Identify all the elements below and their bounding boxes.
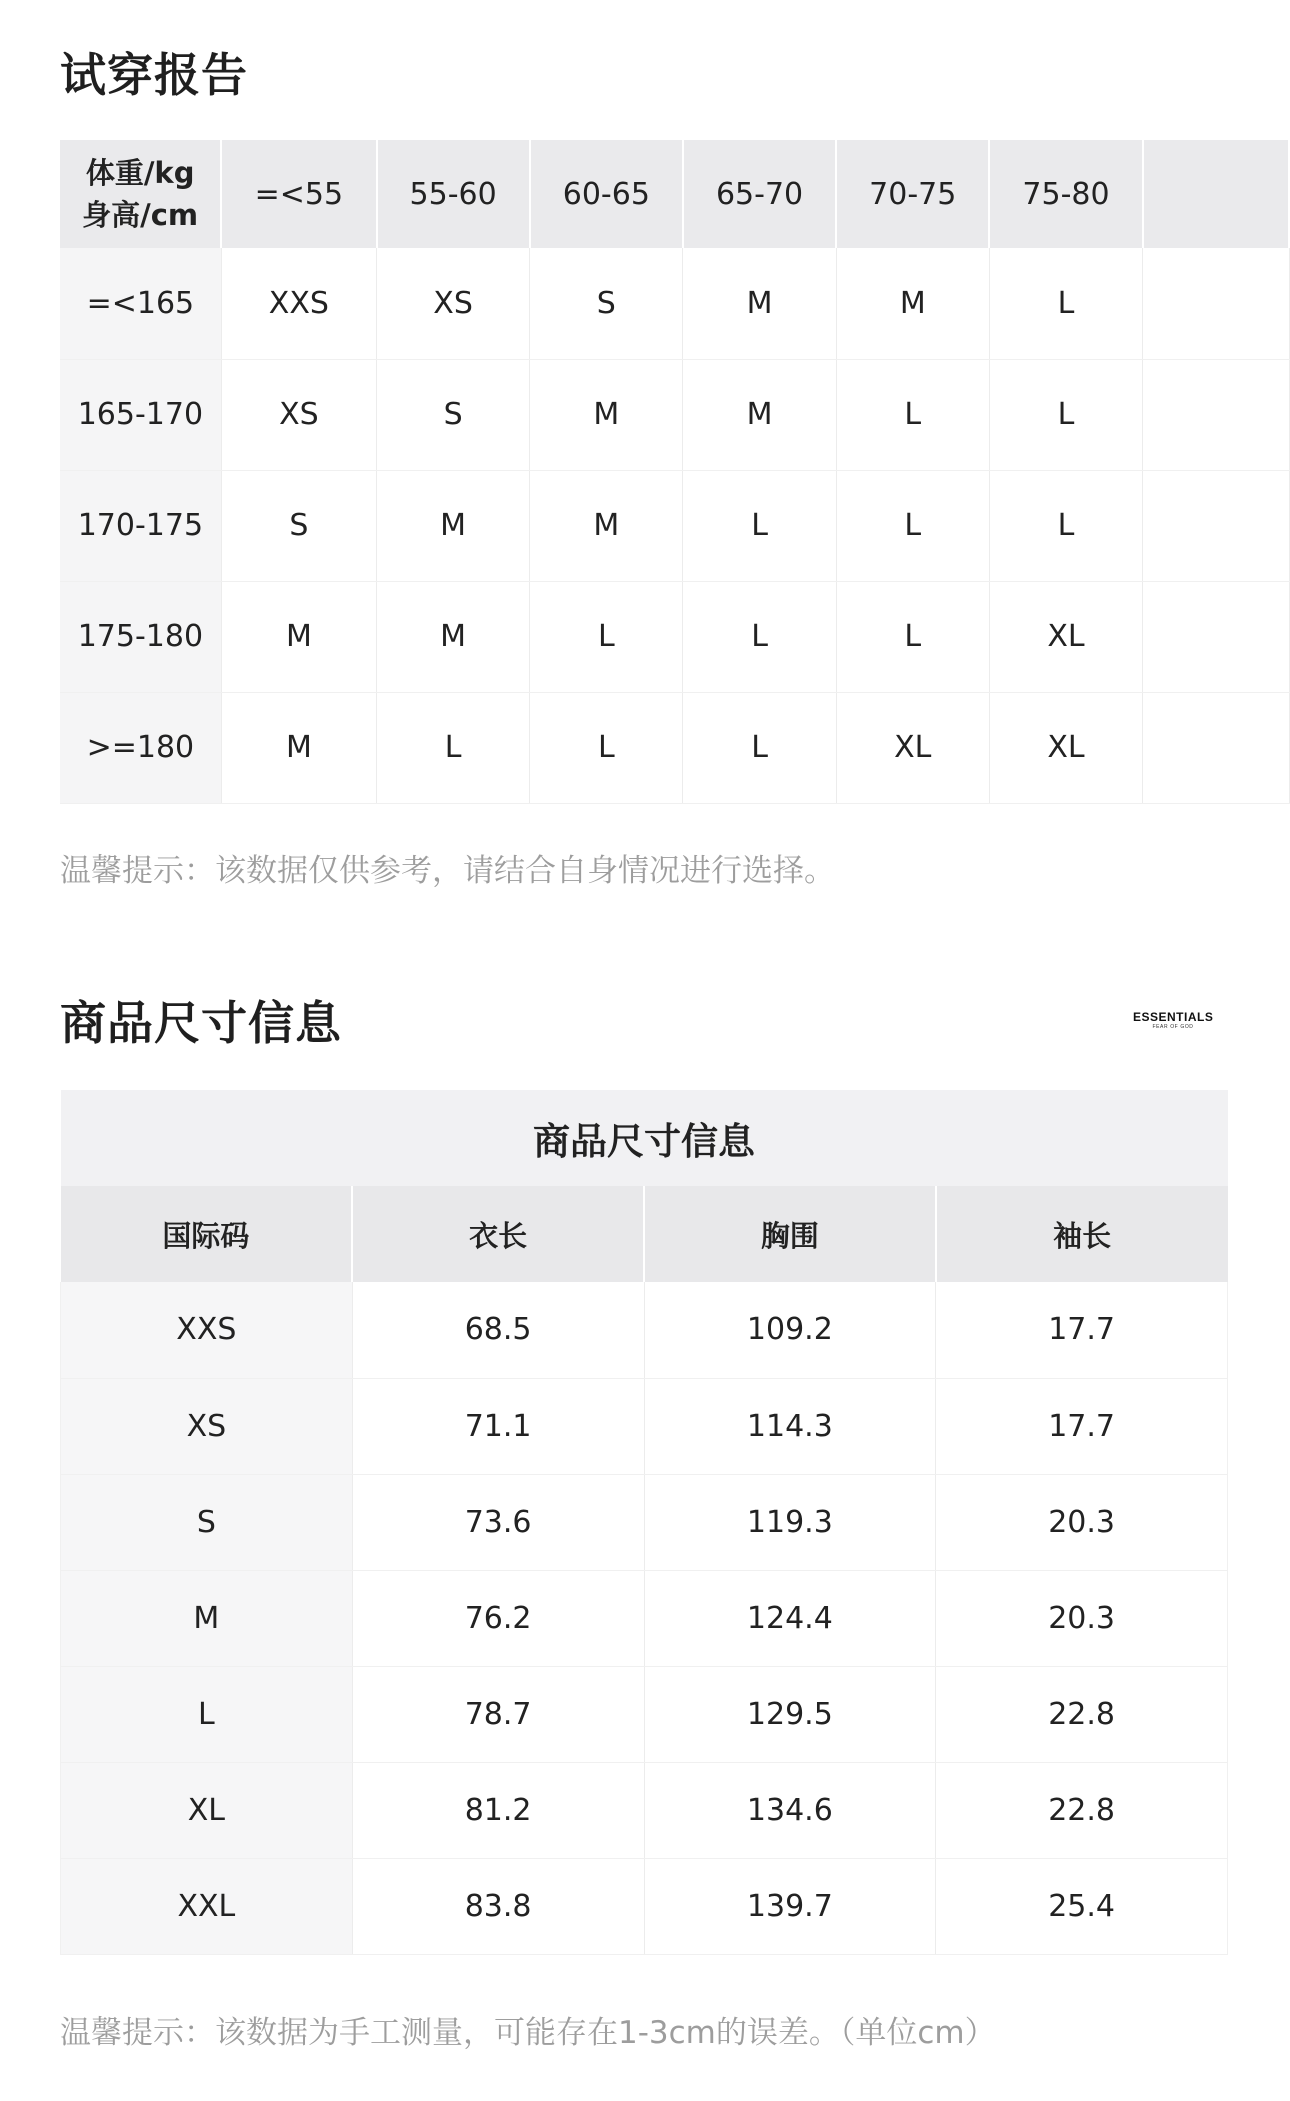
weight-range-header: 75-80 — [989, 140, 1142, 248]
sleeve-cell: 22.8 — [936, 1666, 1228, 1762]
size-cell-overflow — [1143, 359, 1289, 470]
chest-cell: 119.3 — [644, 1474, 936, 1570]
size-cell: L — [530, 692, 683, 803]
table-row — [61, 1378, 1228, 1474]
table-row — [61, 1858, 1228, 1954]
weight-range-header: 60-65 — [530, 140, 683, 248]
product-size-caption-row — [61, 1090, 1228, 1186]
fit-report-row — [60, 359, 1289, 470]
sleeve-cell: 20.3 — [936, 1570, 1228, 1666]
height-range-cell: >=180 — [60, 692, 221, 803]
size-cell: XS — [221, 359, 376, 470]
length-cell: 71.1 — [352, 1378, 644, 1474]
sleeve-cell: 17.7 — [936, 1378, 1228, 1474]
size-cell: XXS — [221, 248, 376, 359]
column-header-size-code: 国际码 — [61, 1186, 353, 1282]
length-cell: 83.8 — [352, 1858, 644, 1954]
size-cell: M — [530, 470, 683, 581]
chest-cell: 109.2 — [644, 1282, 936, 1378]
table-row — [61, 1474, 1228, 1570]
column-header-chest: 胸围 — [644, 1186, 936, 1282]
size-cell-overflow — [1143, 248, 1289, 359]
size-cell: L — [377, 692, 530, 803]
chest-cell: 124.4 — [644, 1570, 936, 1666]
size-cell-overflow — [1143, 470, 1289, 581]
table-row — [61, 1282, 1228, 1378]
column-header-length: 衣长 — [352, 1186, 644, 1282]
column-header-sleeve: 袖长 — [936, 1186, 1228, 1282]
size-cell-overflow — [1143, 692, 1289, 803]
fit-report-title: 试穿报告 — [60, 48, 248, 102]
sleeve-cell: 25.4 — [936, 1858, 1228, 1954]
table-row — [61, 1666, 1228, 1762]
table-row — [61, 1762, 1228, 1858]
size-cell: L — [683, 470, 836, 581]
sleeve-cell: 20.3 — [936, 1474, 1228, 1570]
fit-report-table-container — [60, 140, 1290, 810]
product-size-table-caption: 商品尺寸信息 — [61, 1090, 1228, 1186]
size-code-cell: XL — [61, 1762, 353, 1858]
size-cell: S — [530, 248, 683, 359]
brand-logo-text: ESSENTIALS — [1133, 1010, 1214, 1024]
length-cell: 81.2 — [352, 1762, 644, 1858]
weight-range-header: =<55 — [221, 140, 376, 248]
table-row — [61, 1570, 1228, 1666]
size-cell: M — [836, 248, 989, 359]
sleeve-cell: 22.8 — [936, 1762, 1228, 1858]
height-range-cell: 175-180 — [60, 581, 221, 692]
size-cell: L — [836, 470, 989, 581]
size-cell: XS — [377, 248, 530, 359]
sleeve-cell: 17.7 — [936, 1282, 1228, 1378]
weight-axis-label: 体重/kg — [85, 156, 195, 190]
size-cell: L — [683, 581, 836, 692]
size-code-cell: XS — [61, 1378, 353, 1474]
size-cell: M — [683, 359, 836, 470]
size-cell: L — [989, 359, 1142, 470]
weight-range-header-overflow — [1143, 140, 1289, 248]
size-cell: L — [836, 359, 989, 470]
size-code-cell: S — [61, 1474, 353, 1570]
product-size-header-row — [61, 1186, 1228, 1282]
product-size-table-container — [60, 1090, 1228, 1955]
size-cell-overflow — [1143, 581, 1289, 692]
height-range-cell: 170-175 — [60, 470, 221, 581]
chest-cell: 139.7 — [644, 1858, 936, 1954]
size-code-cell: XXS — [61, 1282, 353, 1378]
height-axis-label: 身高/cm — [82, 198, 199, 232]
chest-cell: 114.3 — [644, 1378, 936, 1474]
size-cell: M — [683, 248, 836, 359]
size-cell: M — [530, 359, 683, 470]
size-cell: M — [377, 581, 530, 692]
fit-report-corner-header — [60, 140, 221, 248]
fit-report-header-row — [60, 140, 1289, 248]
size-cell: L — [989, 248, 1142, 359]
fit-report-note: 温馨提示：该数据仅供参考，请结合自身情况进行选择。 — [60, 853, 835, 889]
size-cell: M — [377, 470, 530, 581]
size-cell: L — [836, 581, 989, 692]
height-range-cell: 165-170 — [60, 359, 221, 470]
brand-logo — [1133, 1011, 1213, 1030]
product-size-note: 温馨提示：该数据为手工测量，可能存在1-3cm的误差。（单位cm） — [60, 2015, 996, 2051]
product-size-title: 商品尺寸信息 — [60, 996, 342, 1050]
chest-cell: 129.5 — [644, 1666, 936, 1762]
brand-logo-subtext: FEAR OF GOD — [1152, 1024, 1194, 1030]
size-cell: M — [221, 692, 376, 803]
size-code-cell: M — [61, 1570, 353, 1666]
size-cell: L — [530, 581, 683, 692]
size-cell: S — [221, 470, 376, 581]
fit-report-table — [60, 140, 1290, 804]
size-cell: M — [221, 581, 376, 692]
size-cell: S — [377, 359, 530, 470]
chest-cell: 134.6 — [644, 1762, 936, 1858]
fit-report-row — [60, 470, 1289, 581]
size-cell: XL — [989, 692, 1142, 803]
size-cell: XL — [989, 581, 1142, 692]
height-range-cell: =<165 — [60, 248, 221, 359]
length-cell: 76.2 — [352, 1570, 644, 1666]
fit-report-row — [60, 248, 1289, 359]
size-code-cell: XXL — [61, 1858, 353, 1954]
size-cell: L — [683, 692, 836, 803]
size-cell: L — [989, 470, 1142, 581]
weight-range-header: 65-70 — [683, 140, 836, 248]
size-cell: XL — [836, 692, 989, 803]
weight-range-header: 70-75 — [836, 140, 989, 248]
fit-report-row — [60, 581, 1289, 692]
length-cell: 78.7 — [352, 1666, 644, 1762]
length-cell: 73.6 — [352, 1474, 644, 1570]
length-cell: 68.5 — [352, 1282, 644, 1378]
product-size-table — [60, 1090, 1228, 1955]
weight-range-header: 55-60 — [377, 140, 530, 248]
size-code-cell: L — [61, 1666, 353, 1762]
fit-report-row — [60, 692, 1289, 803]
